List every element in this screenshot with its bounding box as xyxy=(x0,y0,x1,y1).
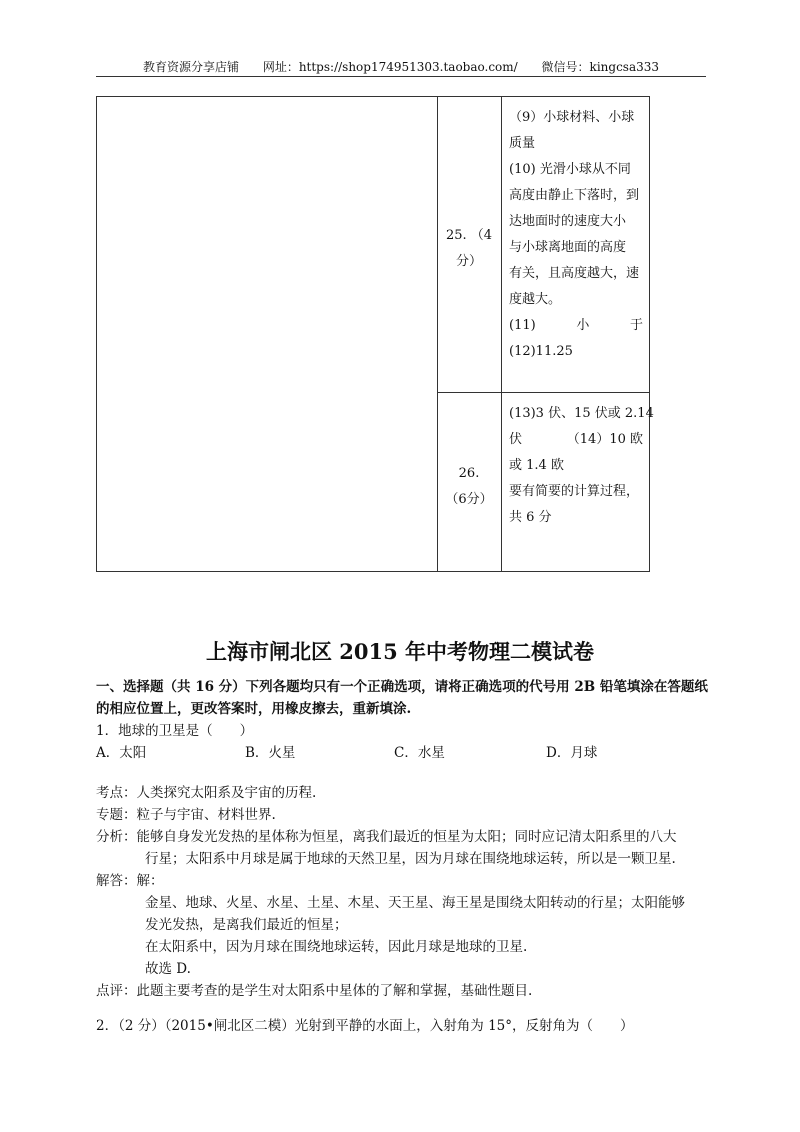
q26-line-2-part: （14）10 欧 xyxy=(566,432,643,447)
q1-option-c: C．水星 xyxy=(394,745,445,761)
q26-label-line: （6分） xyxy=(445,492,493,507)
q1-options xyxy=(96,742,726,764)
q25-line: 达地面时的速度大小 xyxy=(509,214,627,229)
q1-jieda-line: 在太阳系中，因为月球在围绕地球运转，因此月球是地球的卫星. xyxy=(145,939,528,955)
q26-line-2 xyxy=(509,427,649,453)
q1-jieda-line: 金星、地球、火星、水星、土星、木星、天王星、海王星是围绕太阳转动的行星；太阳能够 xyxy=(145,895,685,911)
q25-label xyxy=(437,223,501,275)
q25-line-11 xyxy=(509,313,649,339)
question-1 xyxy=(96,720,726,764)
q26-line: 共 6 分 xyxy=(509,510,552,525)
q25-line-11-part: (11) xyxy=(509,318,536,333)
q25-label-line: 分） xyxy=(455,254,482,269)
q1-explanation xyxy=(96,782,726,1002)
q26-line: 或 1.4 欧 xyxy=(509,458,564,473)
q25-answer xyxy=(501,105,649,365)
q1-fenxi: 分析：能够自身发光发热的星体称为恒星，离我们最近的恒星为太阳；同时应记清太阳系里的八大 xyxy=(96,829,677,845)
header-url: 网址：https://shop174951303.taobao.com/ xyxy=(262,60,518,74)
q25-line: 有关，且高度越大，速 xyxy=(509,266,640,281)
q1-jieda: 解答：解： xyxy=(96,873,164,889)
q25-line-11-part: 小 xyxy=(576,318,590,333)
section-heading: 一、选择题（共 16 分）下列各题均只有一个正确选项，请将正确选项的代号用 2B 铅笔填涂在答题纸的相应位置上，更改答案时，用橡皮擦去，重新填涂. xyxy=(96,679,708,717)
q26-line-2-part: 伏 xyxy=(509,432,523,447)
q1-jieda-line: 发光发热，是离我们最近的恒星； xyxy=(145,917,348,933)
q1-stem: 1．地球的卫星是（ ） xyxy=(96,723,254,739)
q26-label xyxy=(437,461,501,513)
header-wechat: 微信号：kingcsa333 xyxy=(541,60,660,74)
q1-option-d: D．月球 xyxy=(546,745,598,761)
q25-label-line: 25. （4 xyxy=(445,228,493,243)
exam-title: 上海市闸北区 2015 年中考物理二模试卷 xyxy=(205,639,595,664)
header-shop: 教育资源分享店铺 xyxy=(142,60,239,74)
answer-table xyxy=(96,96,654,572)
q1-dianping: 点评：此题主要考查的是学生对太阳系中星体的了解和掌握，基础性题目. xyxy=(96,983,533,999)
q1-option-a: A．太阳 xyxy=(96,745,147,761)
q1-fenxi-cont: 行星；太阳系中月球是属于地球的天然卫星，因为月球在围绕地球运转，所以是一颗卫星. xyxy=(145,851,676,867)
q25-line: 度越大。 xyxy=(509,292,562,307)
q2-stem: 2．（2 分）（2015•闸北区二模）光射到平静的水面上，入射角为 15°，反射角为（ ） xyxy=(96,1018,634,1034)
q25-line: 高度由静止下落时，到 xyxy=(509,188,640,203)
q25-line: （9）小球材料、小球 xyxy=(509,110,635,125)
table-row-divider xyxy=(437,392,649,393)
q1-jieda-line: 故选 D. xyxy=(145,961,191,977)
q1-kaodian: 考点：人类探究太阳系及宇宙的历程. xyxy=(96,785,317,801)
q26-line: (13)3 伏、15 伏或 2.14 xyxy=(509,406,654,421)
q1-option-b: B．火星 xyxy=(245,745,296,761)
q25-line: (12)11.25 xyxy=(509,344,573,359)
q25-line: 与小球离地面的高度 xyxy=(509,240,627,255)
question-2 xyxy=(96,1015,726,1037)
q26-answer xyxy=(501,401,654,531)
q26-line: 要有简要的计算过程， xyxy=(509,484,640,499)
q26-label-line: 26. xyxy=(458,466,480,481)
q25-line: 质量 xyxy=(509,136,536,151)
q25-line: (10) 光滑小球从不同 xyxy=(509,162,631,177)
q1-zhuanti: 专题：粒子与宇宙、材料世界. xyxy=(96,807,276,823)
q25-line-11-part: 于 xyxy=(629,318,643,333)
page-header xyxy=(96,58,706,77)
